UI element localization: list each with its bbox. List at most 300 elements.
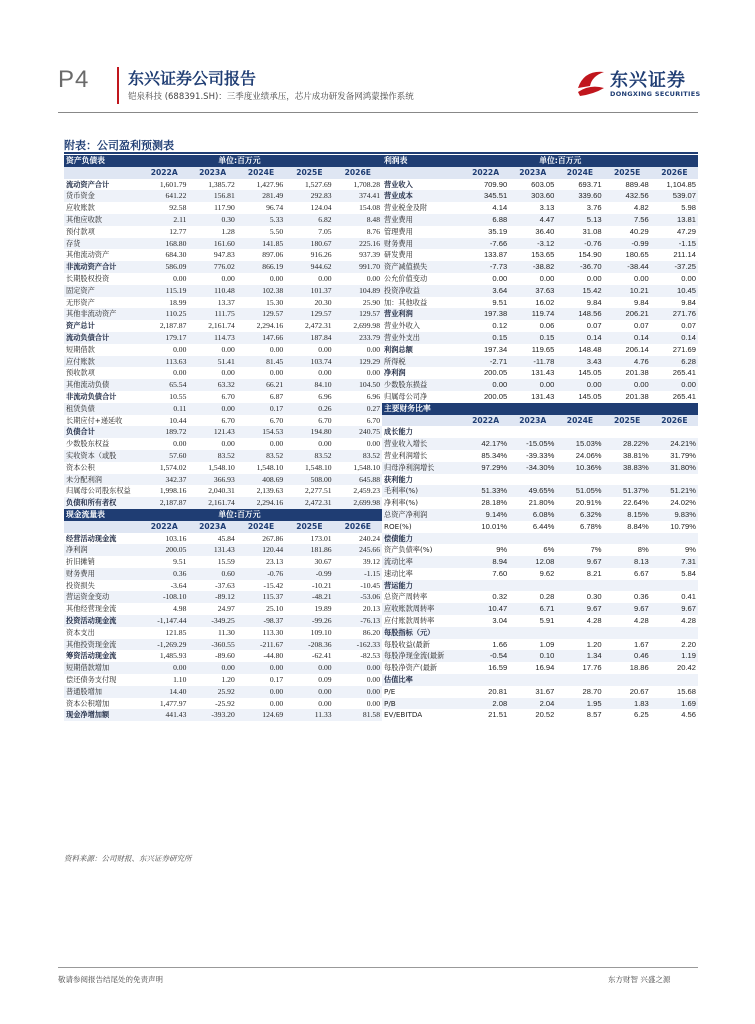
cell-value: 31.08 — [582, 226, 602, 236]
cell-value: 0.00 — [334, 662, 382, 674]
table-row — [64, 462, 382, 474]
row-label: 投资活动现金流 — [64, 615, 140, 627]
cell-value: 211.14 — [673, 250, 696, 260]
cell-value: 15.30 — [266, 297, 284, 307]
cell-value: 3.13 — [539, 203, 555, 213]
cell-value: 5.84 — [681, 568, 696, 578]
cell-value: 5.13 — [556, 214, 603, 226]
cell-value: 173.01 — [310, 533, 332, 543]
cell-value: -11.78 — [509, 356, 556, 368]
year-header: 2026E — [334, 167, 382, 179]
row-label: 资产负债率(%) — [384, 545, 433, 555]
cell-value: 2,472.31 — [285, 497, 333, 509]
year-header: 2024E — [556, 167, 603, 179]
cell-value: 51.33% — [462, 485, 509, 497]
cell-value: 83.52 — [334, 450, 382, 462]
cell-value: 16.59 — [488, 663, 508, 673]
cell-value: 57.60 — [140, 450, 188, 462]
cell-value: 0.00 — [318, 273, 332, 283]
cell-value: 0.00 — [173, 273, 187, 283]
table-row — [64, 497, 382, 509]
cell-value: 9% — [496, 545, 508, 555]
table-row — [382, 533, 698, 545]
table-row — [382, 332, 698, 344]
cell-value: 2,277.51 — [304, 486, 332, 496]
cell-value: 131.43 — [531, 368, 555, 378]
row-label: 归属母公司净 — [384, 391, 428, 401]
row-label: 负债合计 — [64, 426, 140, 438]
cell-value: 1,527.69 — [304, 179, 332, 189]
cell-value: -53.06 — [334, 591, 382, 603]
row-label: 归母净利润增长 — [382, 462, 462, 474]
row-label: 长期股权投资 — [66, 273, 110, 283]
cell-value: 6.70 — [221, 415, 235, 425]
cell-value: 0.32 — [492, 592, 508, 602]
cell-value: 9.83% — [651, 509, 698, 521]
cell-value: 0.60 — [188, 568, 236, 580]
row-label: 资本公积增加 — [66, 698, 110, 708]
cell-value — [604, 674, 651, 686]
row-label: 其他投资现金流 — [64, 639, 140, 651]
table-row — [382, 591, 698, 603]
cell-value: -89.60 — [215, 651, 235, 661]
cell-value: 200.05 — [483, 368, 508, 378]
cell-value: 168.80 — [140, 238, 188, 250]
table-row — [64, 474, 382, 486]
row-label: 每股净现金流(最新 — [382, 650, 462, 662]
cell-value: 28.18% — [481, 498, 508, 508]
table-row — [64, 202, 382, 214]
cell-value: 2,139.63 — [256, 486, 284, 496]
table-row — [382, 556, 698, 568]
cell-value: 45.84 — [217, 533, 235, 543]
cell-value: 40.29 — [629, 226, 649, 236]
cell-value: 2,459.23 — [353, 486, 380, 496]
row-label: 固定资产 — [64, 285, 140, 297]
table-row — [64, 568, 382, 580]
year-header-blank — [382, 415, 462, 427]
cell-value: 1.34 — [556, 650, 603, 662]
cell-value: 3.43 — [556, 356, 603, 368]
cell-value: 0.07 — [586, 321, 602, 331]
cell-value — [651, 580, 698, 592]
cell-value: 9.84 — [586, 297, 602, 307]
cell-value: 4.28 — [586, 616, 602, 626]
row-label: 货币资金 — [64, 190, 140, 202]
cell-value: 4.98 — [173, 604, 187, 614]
cell-value: 110.25 — [140, 308, 188, 320]
row-label: ROE(%) — [384, 521, 412, 531]
row-label: 净利率(%) — [384, 498, 419, 508]
cell-value: 31.79% — [670, 450, 696, 460]
cell-value: 85.34% — [481, 450, 508, 460]
table-row — [64, 391, 382, 403]
cell-value: 0.00 — [237, 686, 285, 698]
year-header: 2023A — [188, 521, 236, 533]
cell-value: 6.28 — [651, 356, 698, 368]
cell-value: -39.33% — [526, 450, 555, 460]
section-header-row — [382, 155, 698, 167]
cell-value: -349.25 — [188, 615, 236, 627]
row-label: 长期应付+递延收 — [66, 415, 123, 425]
year-header: 2024E — [237, 521, 285, 533]
row-label: 营业费用 — [382, 214, 462, 226]
table-row — [382, 261, 698, 273]
cell-value: 10.44 — [169, 415, 187, 425]
cell-value: 141.85 — [237, 238, 285, 250]
section-title: 主要财务比率 — [382, 403, 509, 415]
cell-value: 539.07 — [651, 190, 698, 202]
cell-value: 0.00 — [318, 368, 332, 378]
cell-value: 0.00 — [604, 379, 651, 391]
table-row — [382, 379, 698, 391]
cell-value: 9.67 — [556, 603, 603, 615]
cell-value: 131.43 — [188, 544, 236, 556]
cell-value: 21.51 — [488, 710, 508, 720]
cell-value: 111.75 — [188, 308, 236, 320]
year-header: 2022A — [140, 521, 188, 533]
cell-value: -108.10 — [140, 591, 188, 603]
footer-disclaimer: 敬请参阅报告结尾处的免责声明 — [58, 975, 163, 984]
cell-value: 1,427.96 — [256, 179, 284, 189]
table-row — [382, 202, 698, 214]
cell-value — [509, 580, 556, 592]
table-row — [382, 485, 698, 497]
cell-value: 1,601.79 — [159, 179, 187, 189]
year-header: 2024E — [556, 415, 603, 427]
cell-value: 508.00 — [285, 474, 333, 486]
cell-value: 129.29 — [334, 356, 382, 368]
cell-value: 10.55 — [169, 391, 187, 401]
table-row — [382, 521, 698, 533]
year-header: 2022A — [462, 415, 509, 427]
row-label: 投资损失 — [66, 580, 95, 590]
table-row — [64, 591, 382, 603]
cell-value: 114.73 — [188, 332, 236, 344]
cell-value: 991.70 — [334, 261, 382, 273]
cell-value: 20.81 — [488, 686, 508, 696]
table-row — [64, 709, 382, 721]
company-report-title: 东兴证券公司报告 — [128, 69, 257, 88]
table-row — [64, 450, 382, 462]
cell-value: 13.81 — [651, 214, 698, 226]
cell-value: 0.00 — [269, 273, 284, 283]
cell-value: 9.51 — [492, 297, 508, 307]
cell-value: -211.67 — [237, 639, 285, 651]
cell-value: 16.02 — [535, 297, 555, 307]
row-label: 应付账款 — [64, 356, 140, 368]
cell-value: 6.96 — [318, 391, 332, 401]
year-header: 2022A — [140, 167, 188, 179]
year-header: 2025E — [604, 167, 651, 179]
cell-value: 0.06 — [539, 321, 555, 331]
cell-value: 201.38 — [625, 368, 649, 378]
cell-value: 0.00 — [221, 273, 235, 283]
year-header: 2023A — [509, 167, 556, 179]
cell-value: 0.26 — [285, 403, 333, 415]
cell-value: 0.14 — [651, 332, 698, 344]
cell-value: 645.88 — [334, 474, 382, 486]
row-label: 资产总计 — [66, 321, 95, 331]
cell-value: 1.10 — [173, 675, 187, 685]
table-row — [64, 438, 382, 450]
table-row — [64, 403, 382, 415]
cell-value: 12.08 — [509, 556, 556, 568]
row-label: 营运资金变动 — [64, 591, 140, 603]
cell-value: 0.00 — [366, 439, 380, 449]
row-label: 偿债能力 — [382, 533, 462, 545]
cell-value: -0.99 — [604, 238, 651, 250]
cell-value: -1,269.29 — [140, 639, 188, 651]
cell-value: 1,104.85 — [666, 179, 696, 189]
cell-value: 9.84 — [633, 297, 649, 307]
cell-value: -3.64 — [170, 580, 187, 590]
table-title: 附表：公司盈利预测表 — [64, 139, 174, 152]
cell-value: 1,548.10 — [353, 462, 380, 472]
cell-value: 603.05 — [531, 179, 555, 189]
cell-value: 0.00 — [366, 368, 380, 378]
cell-value: 6% — [543, 545, 555, 555]
cell-value: -76.13 — [334, 615, 382, 627]
cell-value: 0.00 — [269, 698, 284, 708]
table-row — [64, 698, 382, 710]
row-label: 获利能力 — [384, 474, 413, 484]
row-label: 营业利润 — [382, 308, 462, 320]
cell-value: 10.79% — [670, 521, 696, 531]
cell-value: 292.83 — [285, 190, 333, 202]
table-row — [64, 308, 382, 320]
cell-value: 245.66 — [334, 544, 382, 556]
table-row — [64, 603, 382, 615]
year-header: 2023A — [188, 167, 236, 179]
cell-value: -34.30% — [509, 462, 556, 474]
cell-value: 0.17 — [237, 403, 285, 415]
table-row — [382, 698, 698, 710]
cell-value: 10.36% — [556, 462, 603, 474]
cell-value: 133.87 — [483, 250, 508, 260]
table-row — [382, 344, 698, 356]
row-label: 营业外收入 — [384, 321, 420, 331]
cell-value: 2,187.87 — [159, 321, 187, 331]
section-title: 资产负债表 — [64, 155, 188, 167]
cell-value: -10.45 — [360, 580, 380, 590]
cell-value: 0.00 — [586, 273, 602, 283]
row-label: 速动比率 — [384, 568, 413, 578]
cell-value: 194.80 — [285, 426, 333, 438]
table-row — [382, 686, 698, 698]
table-row — [382, 367, 698, 379]
cell-value: 1,548.10 — [256, 462, 284, 472]
cell-value: 6.87 — [269, 391, 284, 401]
cell-value: -38.44 — [604, 261, 651, 273]
cell-value: 0.09 — [318, 675, 332, 685]
cell-value: -15.05% — [509, 438, 556, 450]
cell-value: 104.50 — [334, 379, 382, 391]
cell-value: 181.86 — [285, 544, 333, 556]
cell-value: 0.17 — [269, 675, 284, 685]
section-title: 利润表 — [382, 155, 509, 167]
cell-value: 2,699.98 — [334, 497, 382, 509]
cell-value: 240.24 — [359, 533, 380, 543]
cell-value: 0.00 — [366, 273, 380, 283]
cell-value: 24.97 — [217, 604, 235, 614]
cell-value: 0.07 — [633, 321, 649, 331]
table-row — [382, 214, 698, 226]
row-label: 每股指标（元） — [382, 627, 462, 639]
cell-value: -162.33 — [334, 639, 382, 651]
table-row — [382, 238, 698, 250]
cell-value: 9.67 — [604, 603, 651, 615]
cell-value: 9% — [685, 545, 696, 555]
cell-value: 189.72 — [140, 426, 188, 438]
cell-value: 25.90 — [362, 297, 380, 307]
year-header: 2025E — [285, 167, 333, 179]
cell-value: 889.48 — [625, 179, 649, 189]
cell-value: 21.80% — [528, 498, 555, 508]
cell-value: 39.12 — [362, 557, 380, 567]
cell-value: 1.19 — [651, 650, 698, 662]
year-header-row — [382, 167, 698, 179]
cell-value: 2.04 — [509, 698, 556, 710]
source-note: 资料来源：公司财报、东兴证券研究所 — [64, 854, 192, 863]
cell-value: 0.41 — [681, 592, 696, 602]
row-label: 财务费用 — [382, 238, 462, 250]
cell-value: 2,161.74 — [208, 321, 235, 331]
table-row — [382, 320, 698, 332]
cell-value: 2,294.16 — [256, 321, 284, 331]
row-label: 净利润 — [384, 368, 406, 378]
cell-value: 1,998.16 — [159, 486, 187, 496]
title-rule — [64, 152, 698, 154]
cell-value: 8.15% — [604, 509, 651, 521]
cell-value: 129.57 — [237, 308, 285, 320]
cell-value: 0.00 — [221, 368, 235, 378]
row-label: 成长能力 — [384, 427, 413, 437]
table-row — [64, 226, 382, 238]
table-row — [382, 356, 698, 368]
cell-value: -10.21 — [311, 580, 332, 590]
cell-value: 6.71 — [509, 603, 556, 615]
row-label: 每股收益(最新 — [384, 639, 430, 649]
unit-label: 单位:百万元 — [188, 155, 382, 167]
row-label: 所得税 — [382, 356, 462, 368]
table-row — [382, 639, 698, 651]
cell-value: 17.76 — [582, 663, 602, 673]
row-label: 公允价值变动 — [384, 273, 428, 283]
table-row — [64, 627, 382, 639]
cell-value: 0.28 — [539, 592, 555, 602]
cell-value: 42.17% — [462, 438, 509, 450]
cell-value: 0.00 — [173, 368, 187, 378]
cell-value: 6.70 — [221, 391, 235, 401]
cell-value: 11.30 — [217, 627, 235, 637]
year-header: 2026E — [651, 167, 698, 179]
cell-value: 345.51 — [462, 190, 509, 202]
cell-value: 145.05 — [578, 368, 602, 378]
cell-value: 20.30 — [314, 297, 332, 307]
cell-value — [604, 426, 651, 438]
cell-value: 11.33 — [285, 709, 333, 721]
cell-value: 1.69 — [651, 698, 698, 710]
cell-value: 0.30 — [188, 214, 236, 226]
cell-value — [651, 426, 698, 438]
table-row — [64, 261, 382, 273]
cell-value — [651, 533, 698, 545]
cell-value: 63.32 — [188, 379, 236, 391]
table-row — [64, 639, 382, 651]
row-label: 研发费用 — [384, 250, 413, 260]
cell-value: 117.90 — [214, 203, 235, 213]
page-number: P4 — [58, 66, 90, 93]
cell-value: 4.56 — [681, 710, 696, 720]
cell-value: 9.14% — [462, 509, 509, 521]
cell-value: 2,161.74 — [188, 497, 236, 509]
row-label: 筹资活动现金流 — [66, 651, 117, 661]
cell-value: 776.02 — [188, 261, 236, 273]
table-row — [64, 556, 382, 568]
cell-value: 9.62 — [539, 568, 555, 578]
cell-value: 0.00 — [269, 439, 284, 449]
cell-value: 129.57 — [285, 308, 333, 320]
row-label: 偿还债务支付现 — [66, 675, 117, 685]
cell-value — [509, 474, 556, 486]
cell-value — [651, 674, 698, 686]
cell-value: -0.76 — [237, 568, 285, 580]
row-label: 应收账款 — [66, 203, 95, 213]
row-label: 营业利润增长 — [384, 450, 428, 460]
row-label: 利润总额 — [384, 344, 413, 354]
cell-value: 10.47 — [462, 603, 509, 615]
cell-value: 6.70 — [318, 415, 332, 425]
row-label: 实收资本（或股 — [64, 450, 140, 462]
table-row — [382, 179, 698, 191]
cell-value: 0.00 — [366, 698, 380, 708]
table-row — [382, 474, 698, 486]
table-row — [382, 650, 698, 662]
table-row — [64, 179, 382, 191]
cell-value: 897.06 — [262, 250, 284, 260]
cell-value: 441.43 — [140, 709, 188, 721]
row-label: 加：其他收益 — [384, 297, 428, 307]
cell-value: 0.00 — [556, 379, 603, 391]
cell-value: 121.43 — [188, 426, 236, 438]
cell-value: 0.00 — [366, 675, 380, 685]
cell-value: 0.12 — [492, 321, 508, 331]
cell-value — [462, 627, 509, 639]
row-label: 营业收入 — [384, 179, 413, 189]
table-row — [382, 190, 698, 202]
cell-value: 15.59 — [217, 557, 235, 567]
cell-value: -99.26 — [285, 615, 333, 627]
cell-value: 339.60 — [556, 190, 603, 202]
cell-value: 0.00 — [318, 344, 332, 354]
cell-value: 0.00 — [188, 403, 236, 415]
cell-value — [509, 674, 556, 686]
cell-value: 109.10 — [310, 627, 332, 637]
section-title: 现金流量表 — [64, 509, 188, 521]
row-label: 总资产周转率 — [384, 592, 428, 602]
row-label: 毛利率(%) — [382, 485, 462, 497]
cell-value: 0.00 — [651, 379, 698, 391]
cell-value: 197.38 — [462, 308, 509, 320]
row-label: 流动负债合计 — [64, 332, 140, 344]
cell-value — [651, 474, 698, 486]
cell-value: 303.60 — [509, 190, 556, 202]
cell-value: -3.12 — [509, 238, 556, 250]
cell-value: 81.45 — [237, 356, 285, 368]
cell-value: 84.10 — [285, 379, 333, 391]
cell-value: 0.15 — [509, 332, 556, 344]
